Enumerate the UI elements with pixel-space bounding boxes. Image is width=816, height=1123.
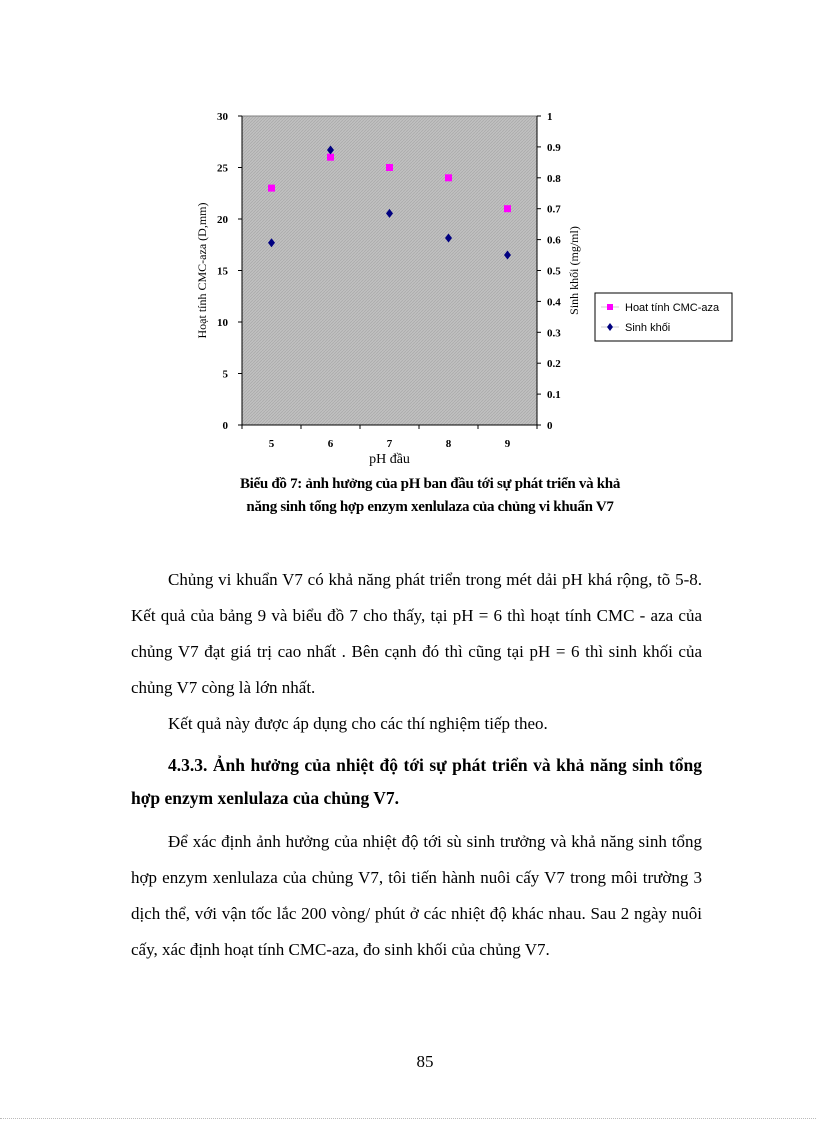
paragraph-temperature-text: Để xác định ảnh hưởng của nhiệt độ tới sù sinh trưởng và khả năng sinh tổng hợp enzym xenlulaza của chủng V7, tôi tiến hành nuôi cấy V7 trong môi trường 3 dịch thể, với vận tốc lắc 200 vòng/ phút ở các nhiệt độ khác nhau. Sau 2 ngày nuôi cấy, xác định hoạt tính CMC-aza, đo sinh khối của chủng V7. [131,832,702,959]
legend-marker-cmc-aza [607,304,613,310]
legend-label: Sinh khối [625,322,671,334]
right-y-tick-label: 0 [547,420,553,432]
left-y-tick-label: 5 [222,368,228,381]
right-y-tick-label: 0.5 [547,265,561,278]
x-tick-label: 5 [268,438,275,450]
section-heading-4-3-3 [131,749,702,815]
right-y-tick-label: 0.8 [547,172,561,185]
x-axis-title: pH đầu [369,452,410,467]
x-tick-label: 9 [504,438,511,450]
right-y-tick-label: 0.4 [547,296,561,309]
paragraph-ph-result-text: Chủng vi khuẩn V7 có khả năng phát triển trong mét dải pH khá rộng, tõ 5-8. Kết quả của bảng 9 và biểu đồ 7 cho thấy, tại pH = 6 thì hoạt tính CMC - aza của chủng V7 đạt giá trị cao nhất . Bên cạnh đó thì cũng tại pH = 6 thì sinh khối của chủng V7 còng là lớn nhất. [131,570,702,697]
x-tick-label: 6 [327,438,334,450]
point-cmc-aza [386,164,393,171]
right-y-axis-title: Sinh khối (mg/ml) [567,226,581,315]
point-cmc-aza [268,185,275,192]
right-y-tick-label: 0.1 [547,389,561,402]
left-y-tick-label: 20 [217,214,228,226]
left-y-tick-label: 10 [217,317,228,329]
x-tick-label: 7 [386,438,393,450]
ph-scatter-chart [190,105,750,470]
right-y-tick-label: 1 [547,111,553,123]
left-y-tick-label: 0 [222,420,228,432]
right-y-tick-label: 0.9 [547,141,561,154]
paragraph-ph-result [131,562,702,706]
page-bottom-border [0,1118,816,1119]
right-y-tick-label: 0.2 [547,358,561,371]
legend-label: Hoat tính CMC-aza [625,302,720,314]
paragraph-applied-text: Kết quả này được áp dụng cho các thí nghiệm tiếp theo. [168,714,548,733]
paragraph-temperature [131,824,702,968]
figure-caption-line-1: Biểu đồ 7: ảnh hưởng của pH ban đầu tới sự phát triển và khả [239,476,621,492]
paragraph-applied [131,706,702,742]
left-y-tick-label: 30 [217,111,228,123]
plot-area [242,116,537,425]
page-number: 85 [416,1052,434,1071]
point-cmc-aza [327,154,334,161]
left-y-axis-title: Hoạt tính CMC-aza (D,mm) [195,202,209,339]
right-y-tick-label: 0.3 [547,327,561,340]
right-y-tick-label: 0.6 [547,234,561,247]
left-y-tick-label: 15 [217,265,228,278]
right-y-tick-label: 0.7 [547,203,561,216]
figure-caption-line-2: năng sinh tổng hợp enzym xenlulaza của chủng vi khuẩn V7 [246,499,614,515]
section-heading-text: 4.3.3. Ảnh hưởng của nhiệt độ tới sự phát triển và khả năng sinh tổng hợp enzym xenlulaza của chủng V7. [131,755,702,808]
point-cmc-aza [445,174,452,181]
point-cmc-aza [504,205,511,212]
left-y-tick-label: 25 [217,162,228,175]
x-tick-label: 8 [445,438,452,450]
